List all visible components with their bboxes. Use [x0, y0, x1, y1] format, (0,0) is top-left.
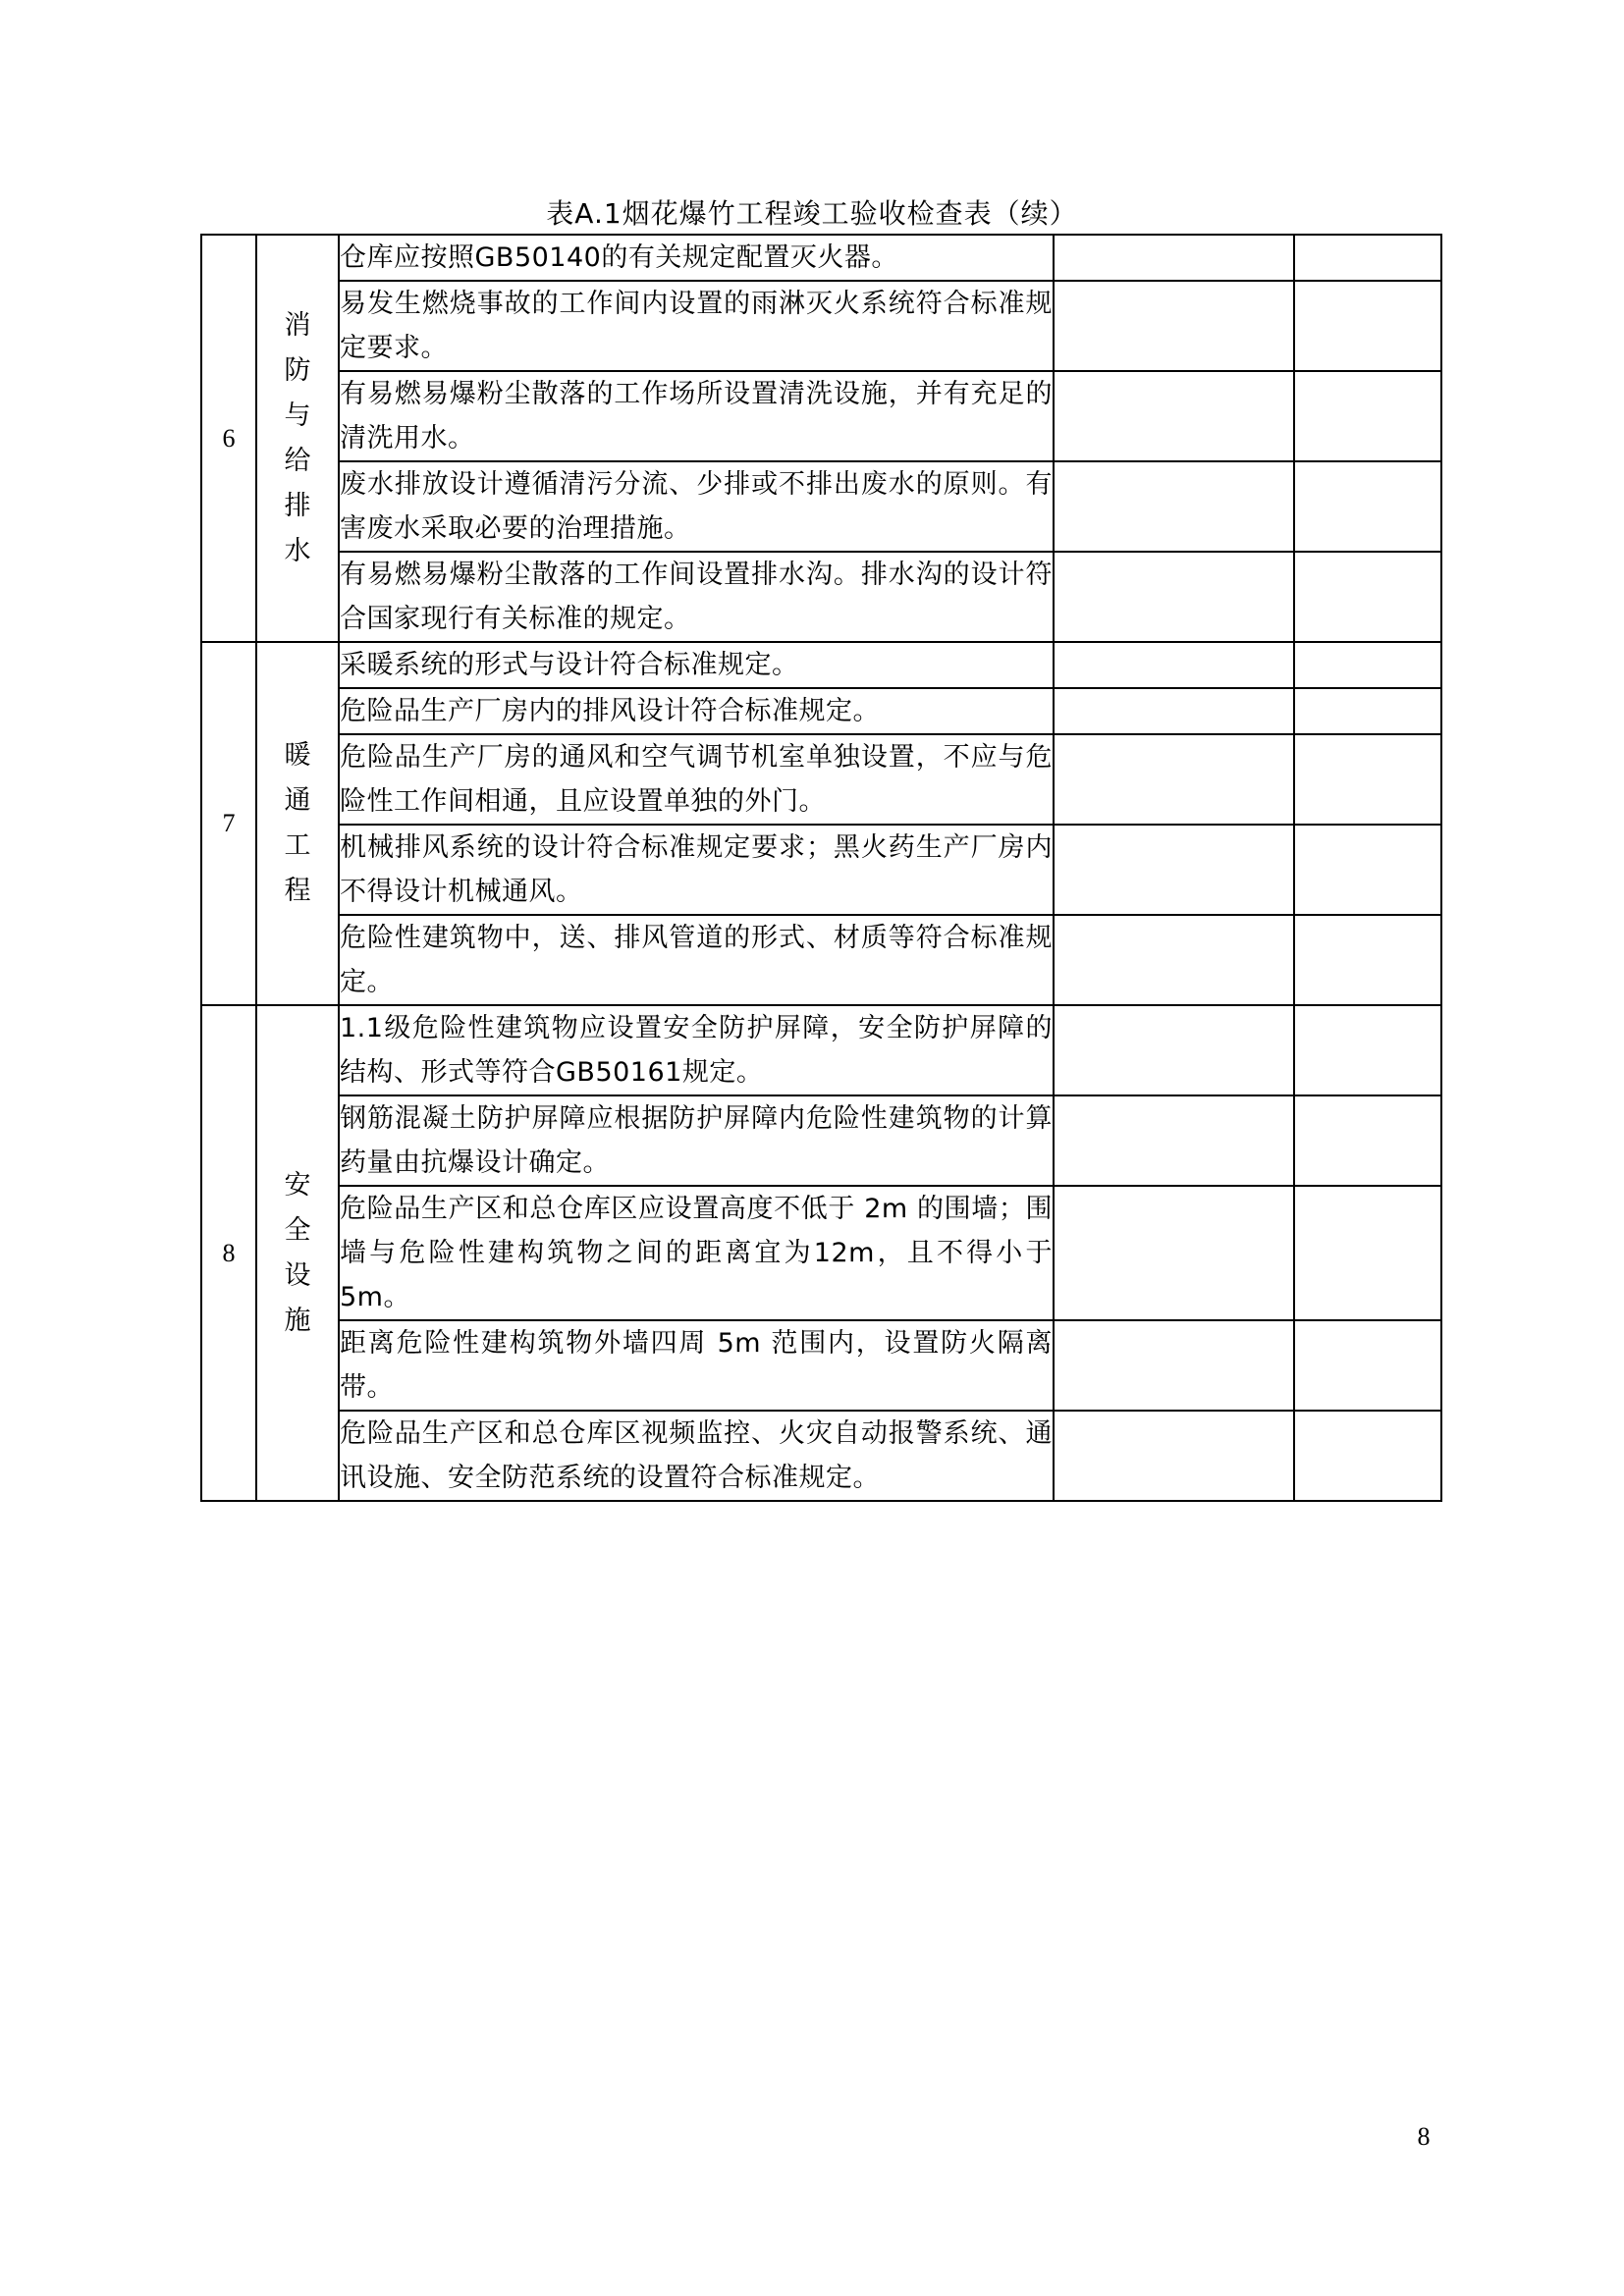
section-category: 消防与给排水 [256, 235, 339, 642]
page-number: 8 [1417, 2122, 1431, 2151]
result-cell [1054, 235, 1294, 281]
table-row [201, 642, 1441, 688]
result-cell [1054, 734, 1294, 825]
table-row [201, 1095, 1441, 1186]
table-row [201, 281, 1441, 371]
section-number: 7 [201, 642, 256, 1005]
table-row [201, 734, 1441, 825]
remark-cell [1294, 688, 1441, 734]
table-row [201, 371, 1441, 461]
check-item: 废水排放设计遵循清污分流、少排或不排出废水的原则。有害废水采取必要的治理措施。 [339, 461, 1054, 552]
result-cell [1054, 1095, 1294, 1186]
result-cell [1054, 642, 1294, 688]
check-item: 机械排风系统的设计符合标准规定要求；黑火药生产厂房内不得设计机械通风。 [339, 825, 1054, 915]
section-number: 8 [201, 1005, 256, 1501]
result-cell [1054, 461, 1294, 552]
check-item: 危险品生产厂房内的排风设计符合标准规定。 [339, 688, 1054, 734]
table-row [201, 1320, 1441, 1411]
remark-cell [1294, 1095, 1441, 1186]
check-item: 采暖系统的形式与设计符合标准规定。 [339, 642, 1054, 688]
table-row [201, 688, 1441, 734]
check-item: 有易燃易爆粉尘散落的工作场所设置清洗设施，并有充足的清洗用水。 [339, 371, 1054, 461]
check-item: 危险品生产区和总仓库区应设置高度不低于 2m 的围墙；围墙与危险性建构筑物之间的距离宜为12m，且不得小于5m。 [339, 1186, 1054, 1320]
result-cell [1054, 371, 1294, 461]
remark-cell [1294, 1411, 1441, 1501]
remark-cell [1294, 1186, 1441, 1320]
table-row [201, 1186, 1441, 1320]
section-number: 6 [201, 235, 256, 642]
remark-cell [1294, 915, 1441, 1005]
check-item: 钢筋混凝土防护屏障应根据防护屏障内危险性建筑物的计算药量由抗爆设计确定。 [339, 1095, 1054, 1186]
remark-cell [1294, 461, 1441, 552]
table-row [201, 552, 1441, 642]
result-cell [1054, 1186, 1294, 1320]
check-item: 易发生燃烧事故的工作间内设置的雨淋灭火系统符合标准规定要求。 [339, 281, 1054, 371]
result-cell [1054, 1320, 1294, 1411]
remark-cell [1294, 1005, 1441, 1095]
check-item: 危险品生产区和总仓库区视频监控、火灾自动报警系统、通讯设施、安全防范系统的设置符合标准规定。 [339, 1411, 1054, 1501]
remark-cell [1294, 371, 1441, 461]
result-cell [1054, 825, 1294, 915]
remark-cell [1294, 1320, 1441, 1411]
remark-cell [1294, 734, 1441, 825]
table-row [201, 461, 1441, 552]
check-item: 仓库应按照GB50140的有关规定配置灭火器。 [339, 235, 1054, 281]
result-cell [1054, 1411, 1294, 1501]
check-item: 距离危险性建构筑物外墙四周 5m 范围内，设置防火隔离带。 [339, 1320, 1054, 1411]
result-cell [1054, 688, 1294, 734]
table-row [201, 915, 1441, 1005]
remark-cell [1294, 281, 1441, 371]
section-category: 安全设施 [256, 1005, 339, 1501]
remark-cell [1294, 552, 1441, 642]
check-item: 危险性建筑物中，送、排风管道的形式、材质等符合标准规定。 [339, 915, 1054, 1005]
check-item: 1.1级危险性建筑物应设置安全防护屏障，安全防护屏障的结构、形式等符合GB50161规定。 [339, 1005, 1054, 1095]
result-cell [1054, 915, 1294, 1005]
remark-cell [1294, 825, 1441, 915]
check-item: 危险品生产厂房的通风和空气调节机室单独设置，不应与危险性工作间相通，且应设置单独的外门。 [339, 734, 1054, 825]
result-cell [1054, 552, 1294, 642]
result-cell [1054, 281, 1294, 371]
table-row [201, 235, 1441, 281]
section-category: 暖通工程 [256, 642, 339, 1005]
result-cell [1054, 1005, 1294, 1095]
acceptance-checklist-table [200, 234, 1442, 1502]
remark-cell [1294, 642, 1441, 688]
table-title: 表A.1烟花爆竹工程竣工验收检查表（续） [546, 197, 1078, 230]
check-item: 有易燃易爆粉尘散落的工作间设置排水沟。排水沟的设计符合国家现行有关标准的规定。 [339, 552, 1054, 642]
table-row [201, 1411, 1441, 1501]
table-row [201, 1005, 1441, 1095]
remark-cell [1294, 235, 1441, 281]
table-row [201, 825, 1441, 915]
